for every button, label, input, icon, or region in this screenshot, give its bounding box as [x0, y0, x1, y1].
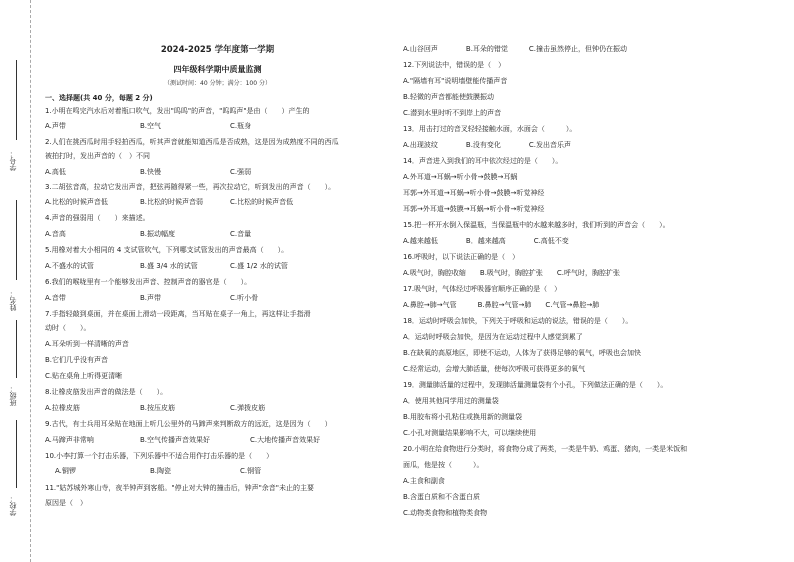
q1-option-b[interactable]: B.空气 — [140, 122, 162, 130]
q18-option-c[interactable]: C.经常运动，会增大肺活量，使每次呼吸可获得更多的氧气 — [403, 365, 586, 373]
q2-option-c[interactable]: C.强弱 — [230, 168, 252, 176]
question-17: 17.吸气时，气体经过呼吸器官顺序正确的是（ ） — [403, 285, 562, 293]
q14-option-c[interactable]: 耳郭→外耳道→鼓膜→耳蜗→听小骨→听觉神经 — [403, 205, 545, 213]
q5-option-c[interactable]: C.盛 1/2 水的试管 — [230, 262, 288, 270]
q6-option-b[interactable]: B.声带 — [140, 294, 162, 302]
q9-option-b[interactable]: B.空气传播声音效果好 — [140, 436, 211, 444]
class-label: 班级： — [9, 385, 17, 406]
q12-option-a[interactable]: A."隔墙有耳"说明墙壁能传播声音 — [403, 77, 508, 85]
q13-options[interactable]: A.出现波纹 B.没有变化 C.发出音乐声 — [403, 141, 572, 149]
school-label: 学校： — [9, 495, 17, 516]
q5-option-a[interactable]: A.不盛水的试管 — [45, 262, 94, 270]
q18-option-a[interactable]: A．运动时呼吸会加快，是因为在运动过程中人感觉到累了 — [403, 333, 583, 341]
question-2-line2: 被拍打时，发出声音的（ ）不同 — [45, 152, 150, 160]
q9-option-c[interactable]: C.大地传播声音效果好 — [250, 436, 321, 444]
q3-option-b[interactable]: B.比松的时候声音弱 — [140, 198, 204, 206]
question-4: 4.声音的强弱用（ ）来描述。 — [45, 214, 150, 222]
question-16: 16.呼吸时，以下说法正确的是（ ） — [403, 253, 520, 261]
name-line[interactable] — [16, 200, 17, 280]
fold-line — [30, 0, 31, 562]
question-9: 9.古代，有士兵用耳朵贴在地面上听几公里外的马蹄声来判断敌方的远近，这是因为（ ） — [45, 420, 332, 428]
q12-option-b[interactable]: B.轻微的声音都能使鼓膜振动 — [403, 93, 495, 101]
question-5: 5.用橡对着大小相同的 4 支试管吹气，下列哪支试管发出的声音最高（ ）。 — [45, 246, 289, 254]
q2-option-b[interactable]: B.快慢 — [140, 168, 162, 176]
question-19: 19．测量肺活量的过程中，发现肺活量测量袋有个小孔，下列做法正确的是（ ）。 — [403, 381, 668, 389]
q7-option-a[interactable]: A.耳朵听到一样清晰的声音 — [45, 340, 129, 348]
q3-option-a[interactable]: A.比松的时候声音低 — [45, 198, 108, 206]
school-line[interactable] — [16, 420, 17, 488]
exam-subtitle: 四年级科学期中质量监测 — [173, 65, 262, 74]
q12-option-c[interactable]: C.潜到水里时听不到岸上的声音 — [403, 109, 502, 117]
q15-options[interactable]: A.越来越低 B．越来越高 C.高低不变 — [403, 237, 569, 245]
section-heading: 一、选择题(共 40 分，每题 2 分) — [45, 94, 153, 102]
question-10: 10.小李打算一个打击乐器，下列乐器中不适合用作打击乐器的是（ ） — [45, 452, 274, 460]
question-1: 1.小明在鸣完汽水后对着瓶口吹气，发出"呜呜"的声音，"呜呜声"是由（ ）产生的 — [45, 107, 310, 115]
q10-option-c[interactable]: C.钢管 — [240, 467, 262, 475]
question-3: 3.二胡弦音高，拉动它发出声音，把弦再随得紧一些，再次拉动它，听到发出的声音（ ）。 — [45, 183, 336, 191]
q1-option-a[interactable]: A.声带 — [45, 122, 66, 130]
question-15: 15.把一杯开水倒入保温瓶，当保温瓶中的水越来越多时，我们听到的声音会（ ）。 — [403, 221, 670, 229]
q8-option-c[interactable]: C.弹拨皮筋 — [230, 404, 266, 412]
q9-option-a[interactable]: A.马蹄声非常响 — [45, 436, 94, 444]
question-13: 13．用击打过的音叉轻轻接触水面，水面会（ ）。 — [403, 125, 577, 133]
exam-title: 2024-2025 学年度第一学期 — [160, 45, 275, 55]
question-11-line2: 原因是（ ） — [45, 499, 87, 507]
q1-option-c[interactable]: C.瓶身 — [230, 122, 252, 130]
class-line[interactable] — [16, 320, 17, 378]
q16-options[interactable]: A.吸气时，胸腔收缩 B.吸气时，胸腔扩张 C.呼气时，胸腔扩张 — [403, 269, 621, 277]
q4-option-c[interactable]: C.音量 — [230, 230, 252, 238]
exam-meta: （测试时间：40 分钟；满分：100 分） — [164, 80, 271, 87]
q10-option-b[interactable]: B.陶瓷 — [150, 467, 172, 475]
q2-option-a[interactable]: A.高低 — [45, 168, 66, 176]
q11-options[interactable]: A.山谷回声 B.耳朵的错觉 C.撞击虽然停止，但钟仍在振动 — [403, 45, 628, 53]
question-2-line1: 2.人们在挑西瓜时用手轻拍西瓜，听其声音就能知道西瓜是否成熟，这是因为成熟度不同的西瓜 — [45, 138, 339, 146]
q8-option-a[interactable]: A.拉橡皮筋 — [45, 404, 80, 412]
question-7-line1: 7.手指轻敲到桌面，并在桌面上滑动一段距离，当耳贴在桌子一角上，再这样让手指滑 — [45, 310, 311, 318]
q17-options[interactable]: A.鼻腔→肺→气管 B.鼻腔→气管→肺 C.气管→鼻腔→肺 — [403, 301, 600, 309]
binding-margin — [0, 0, 40, 562]
q7-option-c[interactable]: C.贴在桌角上听得更清晰 — [45, 372, 123, 380]
question-12: 12.下列说法中，错误的是（ ） — [403, 61, 506, 69]
q18-option-b[interactable]: B.在缺氧的高原地区，即使不运动，人体为了获得足够的氧气，呼吸也会加快 — [403, 349, 642, 357]
student-id-line[interactable] — [16, 60, 17, 140]
q20-option-b[interactable]: B.含蛋白质和不含蛋白质 — [403, 493, 481, 501]
q20-option-c[interactable]: C.动物类食物和植物类食物 — [403, 509, 488, 517]
question-8: 8.让橡皮筋发出声音的做法是（ ）。 — [45, 388, 168, 396]
q20-option-a[interactable]: A.主食和副食 — [403, 477, 445, 485]
q4-option-a[interactable]: A.音高 — [45, 230, 66, 238]
q8-option-b[interactable]: B.按压皮筋 — [140, 404, 176, 412]
q19-option-b[interactable]: B.用胶布将小孔粘住或换用新的测量袋 — [403, 413, 523, 421]
student-id-label: 学号： — [9, 150, 17, 171]
question-6: 6.我们的喉咙里有一个能够发出声音、控制声音的器官是（ ）。 — [45, 278, 252, 286]
question-20-line2: 面瓜，他是按（ ）。 — [403, 461, 484, 469]
q19-option-c[interactable]: C.小孔对测量结果影响不大，可以继续使用 — [403, 429, 537, 437]
q7-option-b[interactable]: B.它们几乎没有声音 — [45, 356, 109, 364]
q3-option-c[interactable]: C.比松的时候声音低 — [230, 198, 294, 206]
q19-option-a[interactable]: A．使用其他同学用过的测量袋 — [403, 397, 499, 405]
q14-option-a[interactable]: A.外耳道→耳蜗→听小骨→鼓膜→耳蜗 — [403, 173, 518, 181]
question-20-line1: 20.小明在给食物进行分类时，将食物分成了两类，一类是牛奶、鸡蛋、猪肉，一类是米饭和 — [403, 445, 688, 453]
q14-option-b[interactable]: 耳郭→外耳道→耳蜗→听小骨→鼓膜→听觉神经 — [403, 189, 545, 197]
q4-option-b[interactable]: B.振动幅度 — [140, 230, 176, 238]
q10-option-a[interactable]: A.铜锣 — [55, 467, 76, 475]
question-11-line1: 11."姑苏城外寒山寺，夜半钟声到客船。"停止对大钟的撞击后，钟声"余音"未止的主要 — [45, 484, 315, 492]
q6-option-c[interactable]: C.听小骨 — [230, 294, 259, 302]
question-18: 18．运动时呼吸会加快，下列关于呼吸和运动的说法，错误的是（ ）。 — [403, 317, 633, 325]
name-label: 姓名： — [9, 290, 17, 311]
q5-option-b[interactable]: B.盛 3/4 水的试管 — [140, 262, 198, 270]
question-7-line2: 动时（ ）。 — [45, 324, 91, 332]
question-14: 14．声音进入到我们的耳中依次经过的是（ ）。 — [403, 157, 563, 165]
q6-option-a[interactable]: A.音带 — [45, 294, 66, 302]
